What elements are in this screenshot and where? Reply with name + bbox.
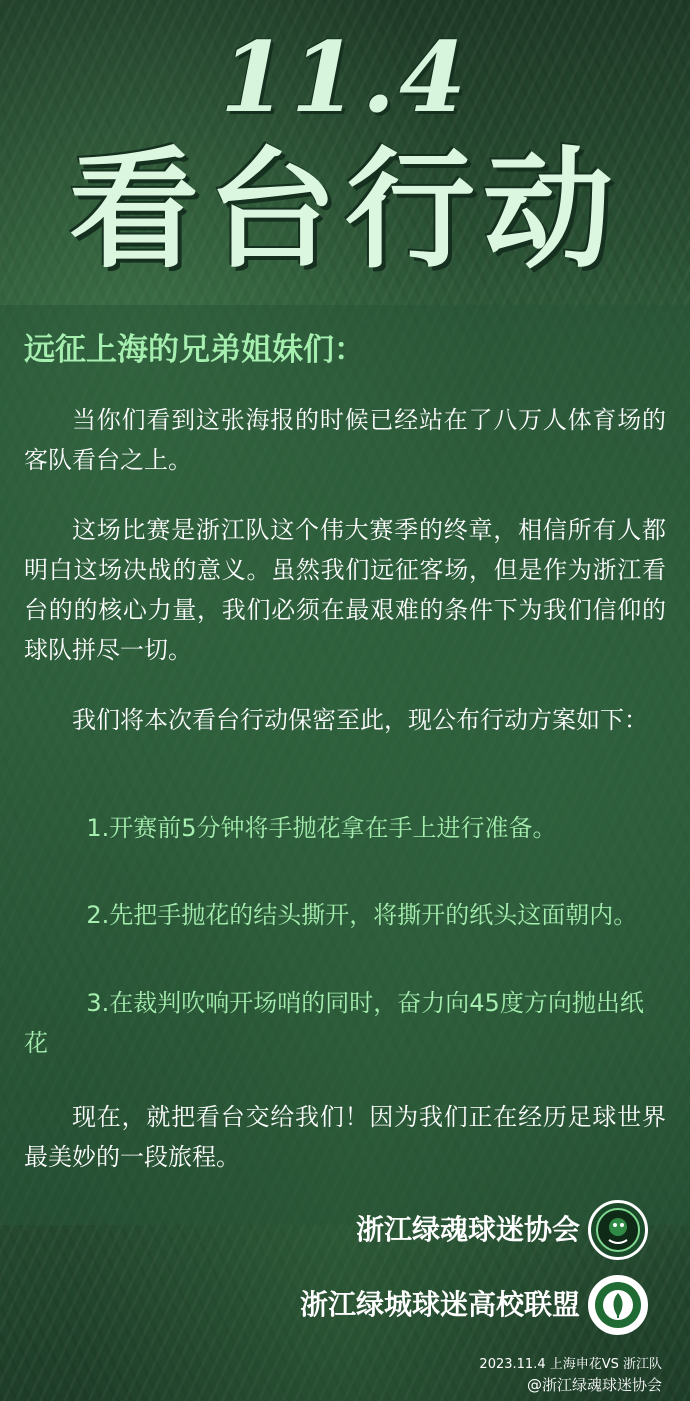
- university-union-logo-glyph: [593, 1280, 643, 1330]
- step-3: 3.在裁判吹响开场哨的同时，奋力向45度方向抛出纸花: [24, 989, 644, 1057]
- title-main: 看台行动: [68, 133, 621, 286]
- signature-green-soul: 浙江绿魂球迷协会: [355, 1213, 580, 1246]
- weibo-handle: @浙江绿魂球迷协会: [526, 1376, 662, 1394]
- step-2: 2.先把手抛花的结头撕开，将撕开的纸头这面朝内。: [86, 901, 638, 929]
- university-union-logo-icon: [588, 1275, 648, 1335]
- step-1: 1.开赛前5分钟将手抛花拿在手上进行准备。: [86, 814, 557, 842]
- greeting: 远征上海的兄弟姐妹们：: [24, 332, 365, 368]
- signature-university-union: 浙江绿城球迷高校联盟: [299, 1288, 580, 1321]
- paragraph-intro: 当你们看到这张海报的时候已经站在了八万人体育场的客队看台之上。: [24, 406, 666, 474]
- paragraph-plan-intro: 我们将本次看台行动保密至此，现公布行动方案如下：: [72, 706, 648, 734]
- footer-weibo: [527, 1374, 662, 1395]
- paragraph-closing: 现在，就把看台交给我们！因为我们正在经历足球世界最美妙的一段旅程。: [24, 1103, 666, 1171]
- title-date: 11.4: [220, 21, 470, 134]
- footer-match: 2023.11.4 上海申花VS 浙江队: [479, 1357, 662, 1372]
- paragraph-significance: 这场比赛是浙江队这个伟大赛季的终章，相信所有人都明白这场决战的意义。虽然我们远征客场，但是作为浙江看台的的核心力量，我们必须在最艰难的条件下为我们信仰的球队拼尽一切。: [24, 516, 666, 664]
- green-soul-logo-icon: [588, 1200, 648, 1260]
- green-soul-logo-glyph: [595, 1207, 641, 1253]
